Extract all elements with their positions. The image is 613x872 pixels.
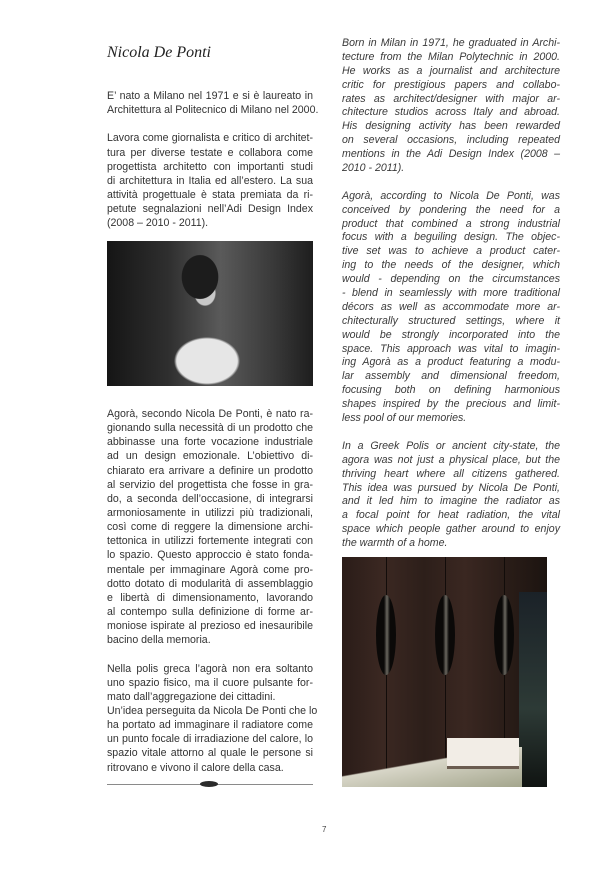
text-line: ing to the needs of the designer, which [342, 259, 560, 272]
text-line: In a Greek Polis or ancient city-state, the [342, 439, 560, 452]
paragraph [107, 131, 313, 230]
paragraph [107, 89, 319, 117]
text-line: Un’idea perseguita da Nicola De Ponti che lo [107, 704, 318, 717]
text-line: tive set was to achieve a product cater- [342, 245, 560, 258]
italian-text-column-continued [107, 407, 318, 789]
text-line: a focal point for heat radiation, the vital [342, 509, 560, 522]
text-line: This idea was pursued by Nicola De Ponti, [342, 481, 560, 494]
text-line: the warmth of a home. [342, 537, 448, 550]
text-line: progettista architetto con importanti studi [107, 160, 313, 173]
text-line: un punto focale di irradiazione del calore, lo [107, 733, 313, 746]
text-line: tura per diverse testate e collabora come [107, 146, 313, 159]
text-line: lo spazio. Questo approccio è stato fonda- [107, 549, 313, 562]
text-line: conceived by pondering the need for a [342, 203, 560, 216]
paragraph [342, 37, 560, 176]
text-line: shapes inspired by the precious and limit- [342, 398, 560, 411]
text-line: focusing both on defining harmonious [342, 384, 560, 397]
text-line: al servizio del progettista che fosse in gra- [107, 478, 313, 491]
text-line: critic for prestigious papers and collabo- [342, 78, 560, 91]
text-line: mato dall’aggregazione dei cittadini. [107, 690, 276, 703]
text-line: would - depending on the circumstances [342, 273, 560, 286]
text-line: His designing activity has been rewarded [342, 120, 560, 133]
text-line: ha portato ad immaginare il radiatore come [107, 719, 313, 732]
text-line: così come di reggere la dimensione archi- [107, 521, 313, 534]
text-line: Nella polis greca l’agorà non era soltanto [107, 662, 313, 675]
text-line: Agorà, according to Nicola De Ponti, was [342, 189, 560, 202]
text-line: moniose ispirate al prezioso ed inesauribile [107, 620, 313, 633]
text-line: space which people gather around to enjoy [342, 523, 560, 536]
text-line: space. This approach was vital to imagin- [342, 342, 560, 355]
text-line: ad un design emozionale. L’obiettivo di- [107, 450, 313, 463]
text-line: di architettura in Italia ed all’estero. La sua [107, 174, 313, 187]
text-line: would be strongly incorporated into the [342, 328, 560, 341]
text-line: attività progettuale è stata premiata da ri- [107, 188, 313, 201]
text-line: spazio vitale attorno al quale le persone si [107, 747, 313, 760]
text-line: on several occasions, including repeated [342, 134, 560, 147]
text-line: (2008 – 2010 - 2011). [107, 217, 209, 230]
text-line: Architettura al Politecnico di Milano nel 2000. [107, 104, 319, 117]
text-line: less pool of our memories. [342, 412, 467, 425]
text-line: Lavora come giornalista e critico di architet- [107, 132, 313, 145]
text-line: e libertà di dimensionamento, lavorando [107, 591, 313, 604]
text-line: ritrovano e vivono il calore della casa. [107, 761, 284, 774]
text-line: - blend in seamlessly with more traditional [342, 287, 560, 300]
text-line: petute segnalazioni nell’Adi Design Index [107, 203, 313, 216]
paragraph [107, 407, 313, 647]
text-line: tettonica in utilizzi fortemente integrati con [107, 535, 313, 548]
english-text-column [342, 37, 560, 565]
text-line: gionando sulla necessità di un prodotto che [107, 422, 313, 435]
text-line: 2010 - 2011). [342, 162, 405, 175]
text-line: abbinasse una forte vocazione industriale [107, 436, 313, 449]
text-line: chitecture studios across Italy and abroad. [342, 106, 560, 119]
paragraph [107, 662, 313, 704]
paragraph [342, 190, 560, 426]
text-line: ing Agorà as a product featuring a modu- [342, 356, 560, 369]
italian-text-column [107, 89, 319, 245]
text-line: chitecturally structured settings, where it [342, 314, 560, 327]
text-line: uno spazio fisico, ma il cuore pulsante for- [107, 676, 313, 689]
page-title: Nicola De Ponti [107, 44, 211, 61]
text-line: and it led him to imagine the radiator as [342, 495, 560, 508]
text-line: focus with a beguiling design. The objec- [342, 231, 560, 244]
text-line: mentale per immaginare Agorà come pro- [107, 563, 313, 576]
text-line: He works as a journalist and architecture [342, 64, 560, 77]
text-line: thriving heart where all citizens gathered. [342, 467, 560, 480]
text-line: agora was not just a physical place, but the [342, 453, 560, 466]
text-line: dotto dotato di modularità di assemblaggio [107, 577, 313, 590]
portrait-photo [107, 241, 313, 386]
text-line: Agorà, secondo Nicola De Ponti, è nato ra- [107, 408, 313, 420]
text-line: tecture from the Milan Polytechnic in 2000. [342, 50, 560, 63]
text-line: mentions in the Adi Design Index (2008 – [342, 148, 560, 161]
text-line: chiarato era arrivare a definire un prodotto [107, 464, 313, 477]
text-line: lar assembly and dimensional freedom, [342, 370, 560, 383]
text-line: bacino della memoria. [107, 634, 211, 647]
text-line: rates as architect/designer with major ar- [342, 92, 560, 105]
text-line: armoniosamente in utilizzi più tradizionali, [107, 506, 313, 519]
text-line: décors as well as accommodate more ar- [342, 300, 560, 313]
page-number: 7 [322, 825, 327, 834]
paragraph [107, 704, 318, 775]
text-line: E’ nato a Milano nel 1971 e si è laureato in [107, 90, 313, 102]
text-line: product that combined a strong industrial [342, 217, 560, 230]
text-line: Born in Milan in 1971, he graduated in Archi- [342, 37, 560, 49]
divider-ornament [200, 781, 218, 787]
paragraph [342, 440, 560, 551]
text-line: do, a seconda dell’occasione, di integrarsi [107, 492, 313, 505]
radiator-photo [342, 557, 547, 787]
text-line: al contempo sulla definizione di forme ar- [107, 605, 313, 618]
